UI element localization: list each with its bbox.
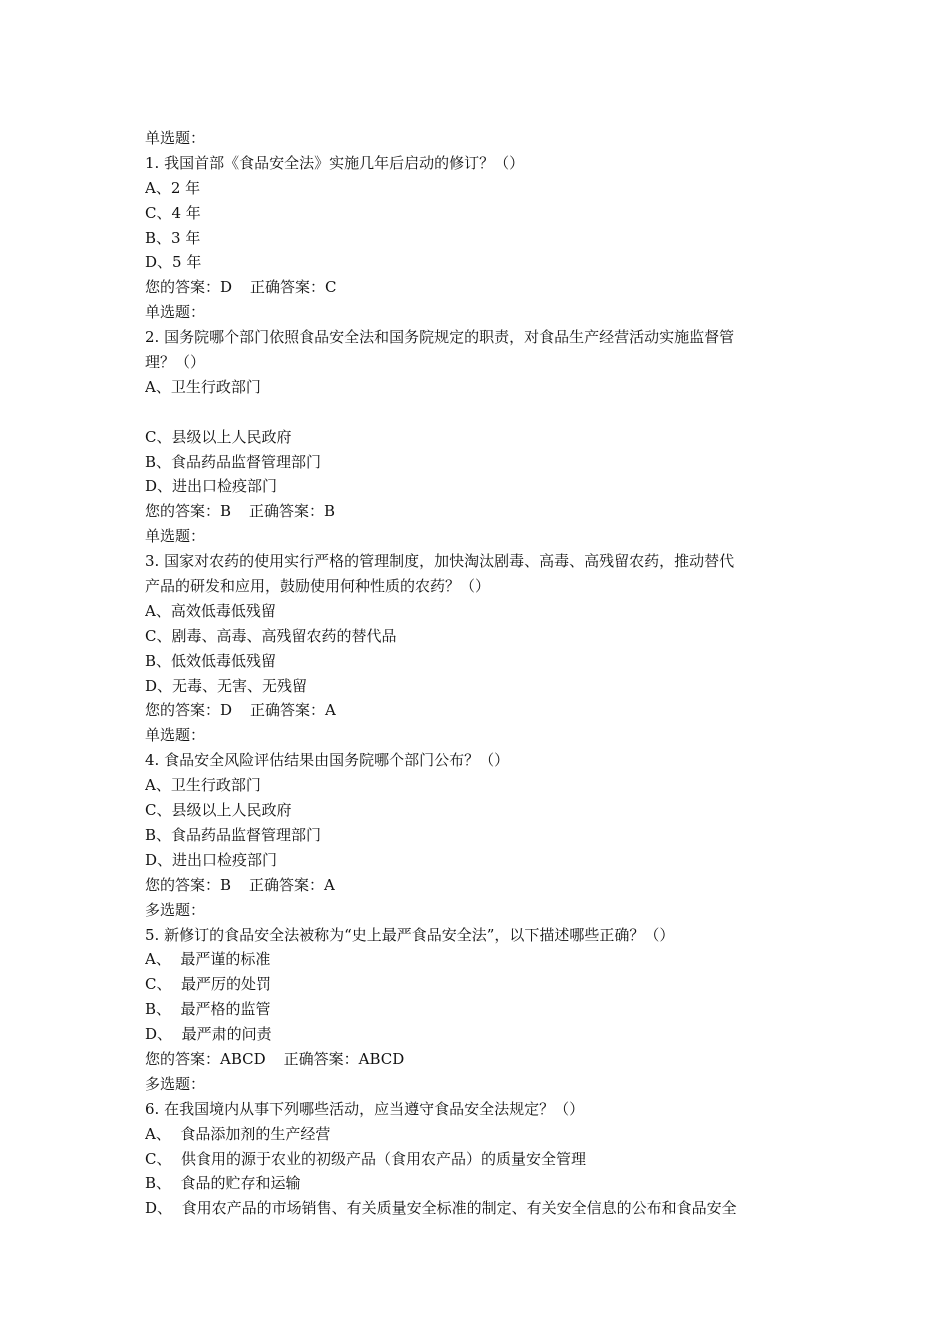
your-answer: 您的答案：ABCD	[145, 1049, 266, 1068]
option: C、 供食用的源于农业的初级产品（食用农产品）的质量安全管理	[145, 1149, 587, 1168]
correct-answer: 正确答案：ABCD	[283, 1049, 405, 1068]
option: A、卫生行政部门	[145, 776, 261, 795]
question-type: 单选题：	[145, 303, 206, 322]
question-5	[145, 898, 825, 1072]
question-stem: 6. 在我国境内从事下列哪些活动，应当遵守食品安全法规定？（）	[145, 1099, 585, 1118]
option: B、3 年	[145, 228, 201, 247]
option: D、进出口检疫部门	[145, 477, 278, 496]
your-answer: 您的答案：D	[145, 278, 233, 297]
option: C、县级以上人民政府	[145, 427, 292, 446]
document-page	[145, 126, 825, 1221]
option: D、无毒、无害、无残留	[145, 676, 308, 695]
question-type: 单选题：	[145, 527, 206, 546]
your-answer: 您的答案：B	[145, 875, 232, 894]
question-1	[145, 126, 825, 300]
option: A、 最严谨的标准	[145, 950, 271, 969]
your-answer: 您的答案：D	[145, 701, 233, 720]
answer-line	[145, 1047, 825, 1072]
answer-line	[145, 499, 825, 524]
question-3	[145, 524, 825, 723]
question-type: 多选题：	[145, 1074, 206, 1093]
question-stem: 4. 食品安全风险评估结果由国务院哪个部门公布？（）	[145, 751, 510, 770]
question-2	[145, 300, 825, 524]
question-type: 单选题：	[145, 726, 206, 745]
option: A、2 年	[145, 178, 201, 197]
option: C、县级以上人民政府	[145, 801, 292, 820]
option: A、高效低毒低残留	[145, 601, 276, 620]
option: D、进出口检疫部门	[145, 850, 278, 869]
option: B、 最严格的监管	[145, 1000, 271, 1019]
question-type: 多选题：	[145, 900, 206, 919]
question-4	[145, 723, 825, 897]
option: B、 食品的贮存和运输	[145, 1174, 301, 1193]
question-6	[145, 1072, 825, 1221]
correct-answer: 正确答案：A	[250, 701, 336, 720]
option: A、 食品添加剂的生产经营	[145, 1124, 331, 1143]
question-stem-line-1: 3. 国家对农药的使用实行严格的管理制度，加快淘汰剧毒、高毒、高残留农药，推动替代	[145, 552, 735, 571]
question-stem: 1. 我国首部《食品安全法》实施几年后启动的修订？（）	[145, 153, 525, 172]
option: B、低效低毒低残留	[145, 651, 277, 670]
option: C、4 年	[145, 203, 201, 222]
question-stem-line-1: 2. 国务院哪个部门依照食品安全法和国务院规定的职责，对食品生产经营活动实施监督管	[145, 328, 735, 347]
option: D、5 年	[145, 253, 202, 272]
option: B、食品药品监督管理部门	[145, 452, 322, 471]
correct-answer: 正确答案：A	[249, 875, 335, 894]
option: C、剧毒、高毒、高残留农药的替代品	[145, 626, 397, 645]
question-stem: 5. 新修订的食品安全法被称为“史上最严食品安全法”，以下描述哪些正确？（）	[145, 925, 675, 944]
correct-answer: 正确答案：B	[249, 502, 336, 521]
answer-line	[145, 873, 825, 898]
question-type: 单选题：	[145, 129, 206, 147]
correct-answer: 正确答案：C	[250, 278, 337, 297]
answer-line	[145, 275, 825, 300]
blank-line	[145, 400, 825, 425]
option: C、 最严厉的处罚	[145, 975, 272, 994]
question-stem-line-2: 理？（）	[145, 353, 206, 372]
option: A、卫生行政部门	[145, 377, 261, 396]
option: D、 最严肃的问责	[145, 1025, 272, 1044]
your-answer: 您的答案：B	[145, 502, 232, 521]
option: B、食品药品监督管理部门	[145, 825, 322, 844]
option: D、 食用农产品的市场销售、有关质量安全标准的制定、有关安全信息的公布和食品安全	[145, 1199, 737, 1218]
question-stem-line-2: 产品的研发和应用，鼓励使用何种性质的农药？（）	[145, 577, 491, 596]
answer-line	[145, 698, 825, 723]
